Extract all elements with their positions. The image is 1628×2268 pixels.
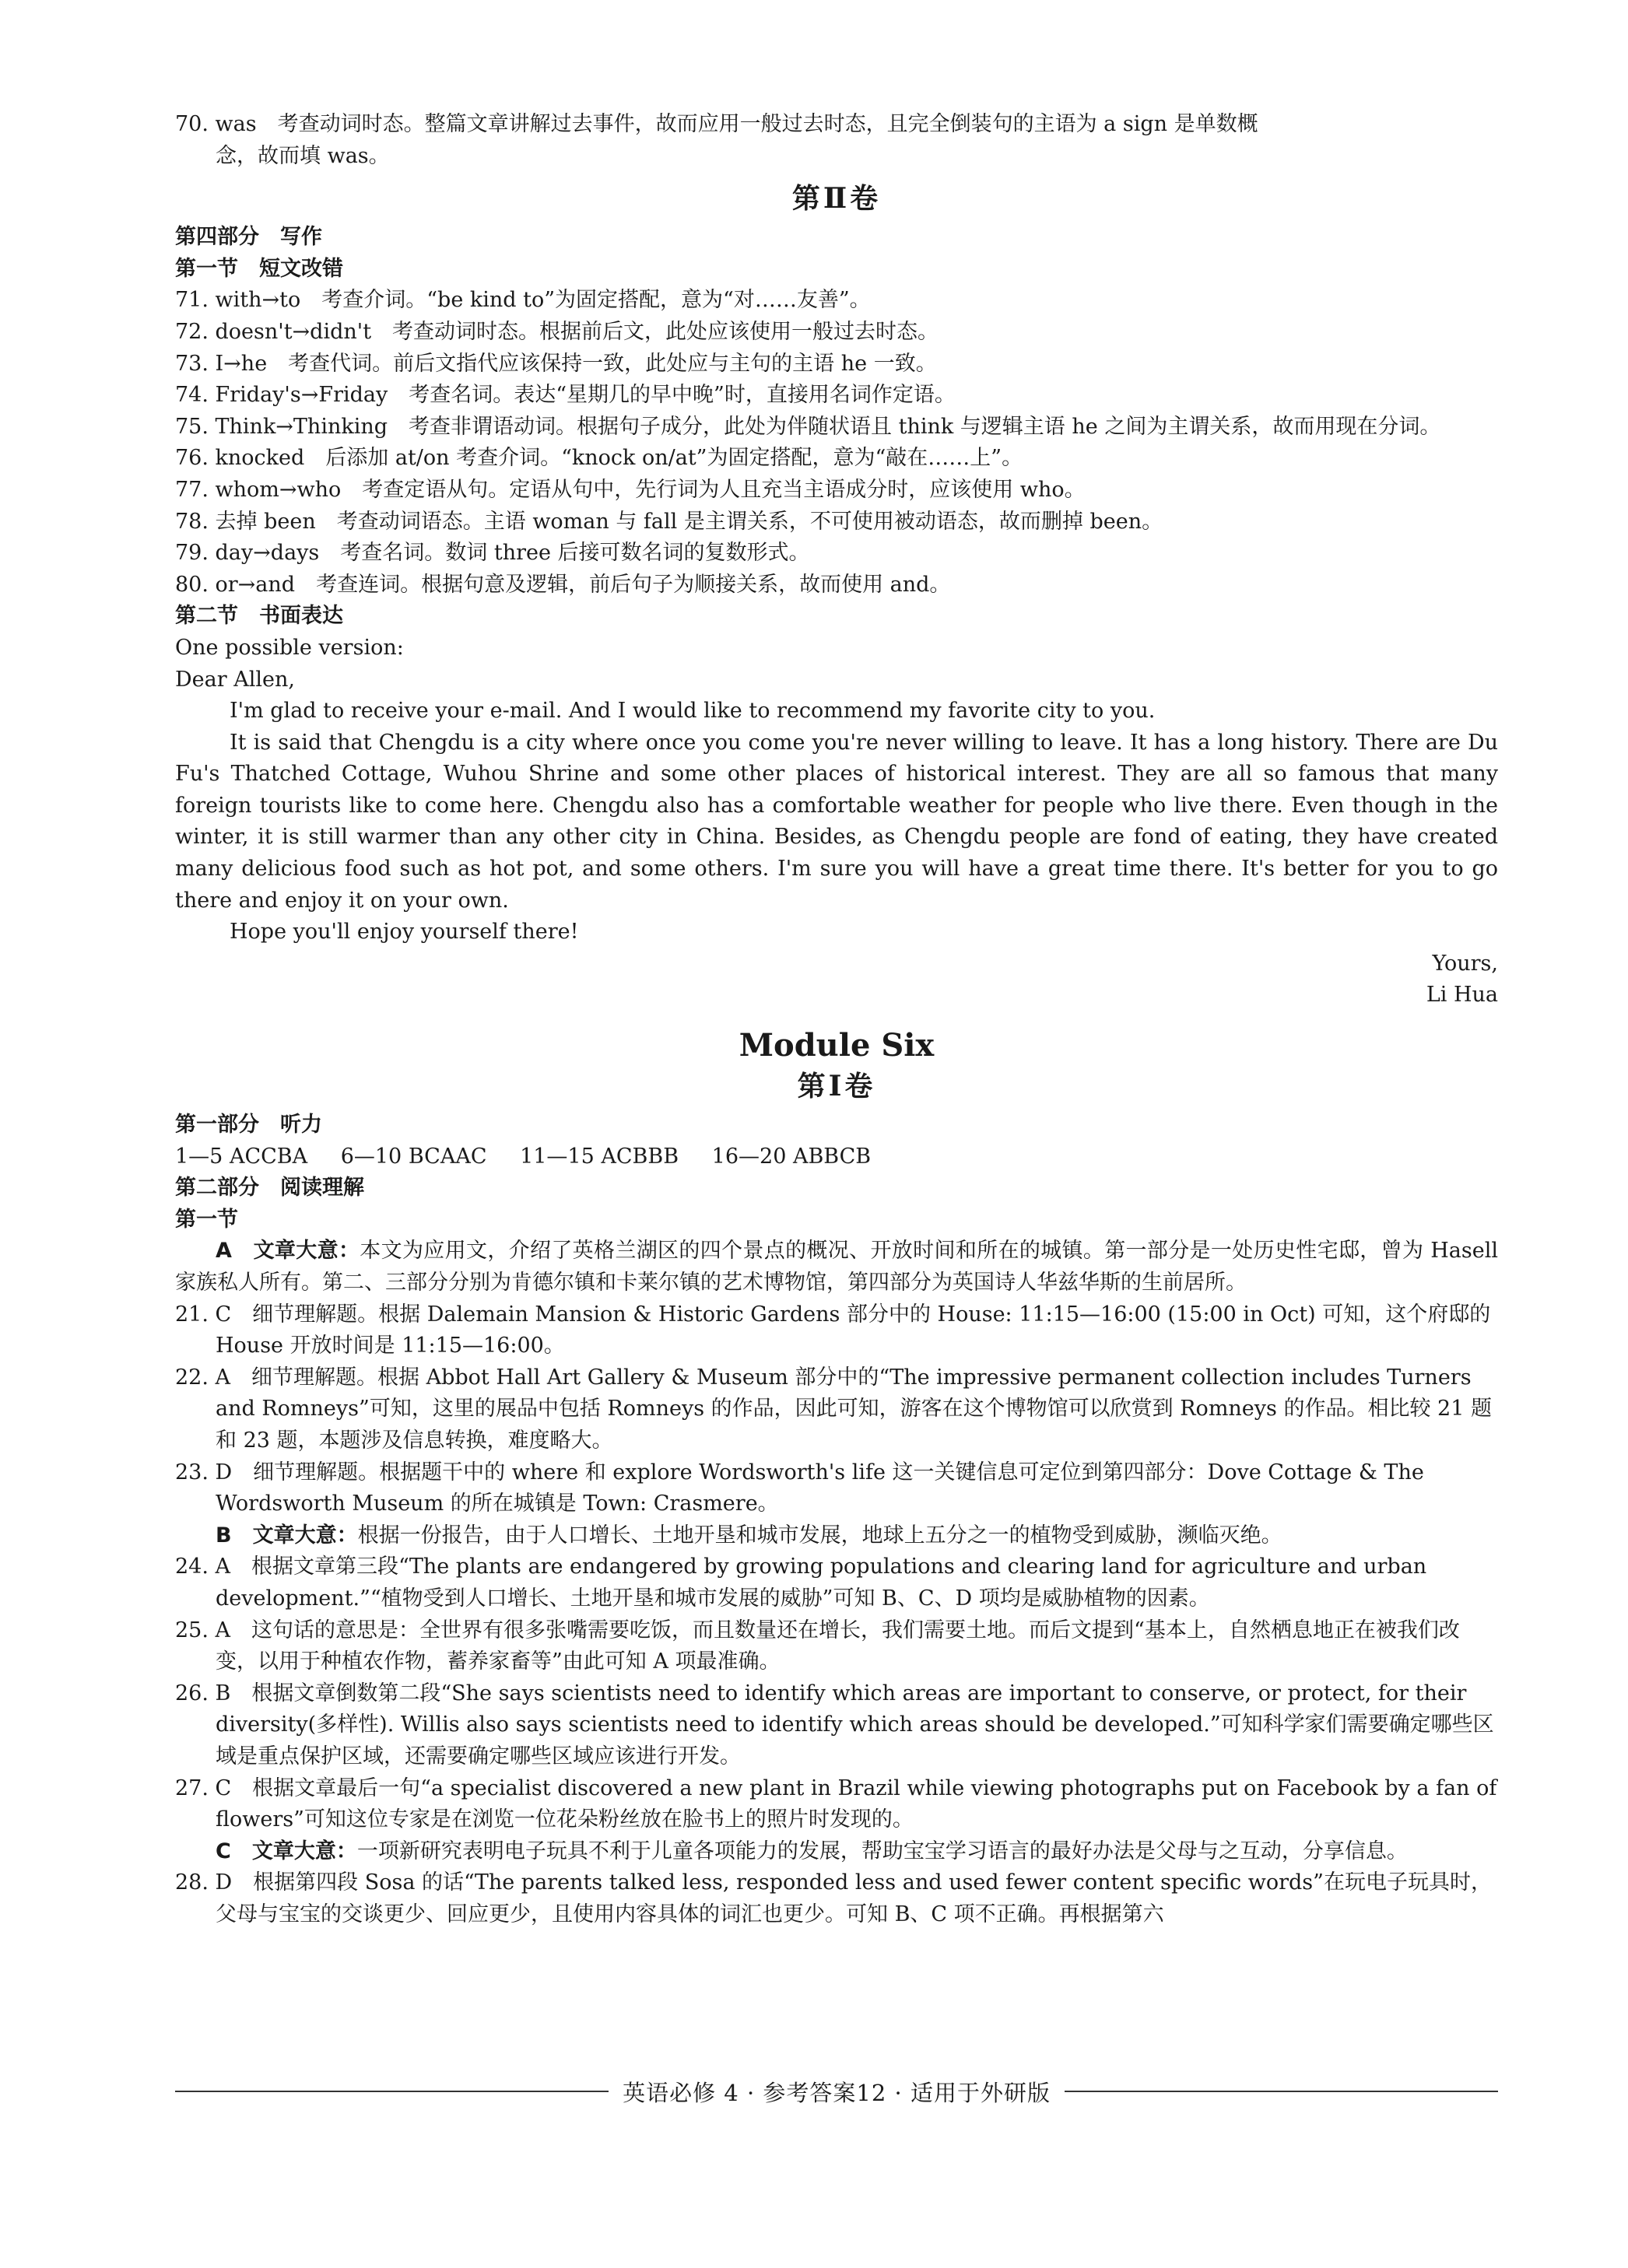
letter-paragraph-3: Hope you'll enjoy yourself there! <box>230 920 579 945</box>
letter-salutation: Dear Allen, <box>175 667 295 692</box>
correction-item: 77. whom→who 考查定语从句。定语从句中，先行词为人且充当主语成分时，应该使用 who。 <box>175 477 1086 502</box>
question-26: 26. B 根据文章倒数第二段“She says scientists need to identify which areas are important to conserve, or protect, for their diversity(多样性). Willis also says scientists need to identify which areas should be developed.”可知科学家们需要确定哪些区域是重点保护区域，还需要确定哪些区域应该进行开发。 <box>175 1681 1494 1768</box>
volume-1-title: 第Ⅰ卷 <box>797 1070 876 1103</box>
section-2-heading: 第二节 书面表达 <box>175 604 343 629</box>
question-24: 24. A 根据文章第三段“The plants are endangered by growing populations and clearing land for agriculture and urban development.”“植物受到人口增长、土地开垦和城市发展的威胁”可知 B、C、D 项均是威胁植物的因素。 <box>175 1555 1427 1611</box>
item-70 <box>175 109 1498 172</box>
footer-rule-left <box>175 2091 609 2092</box>
letter-signature: Li Hua <box>1426 983 1498 1008</box>
section-1-heading: 第一节 短文改错 <box>175 256 343 281</box>
correction-item: 80. or→and 考查连词。根据句意及逻辑，前后句子为顺接关系，故而使用 and。 <box>175 572 951 597</box>
version-label: One possible version: <box>175 635 404 660</box>
passage-b-summary <box>175 1520 1498 1552</box>
volume-2-title: 第Ⅱ卷 <box>791 182 882 216</box>
correction-item: 74. Friday's→Friday 考查名词。表达“星期几的早中晚”时，直接用名词作定语。 <box>175 383 956 408</box>
passage-c-text: 一项新研究表明电子玩具不利于儿童各项能力的发展，帮助宝宝学习语言的最好办法是父母与之互动，分享信息。 <box>356 1839 1408 1863</box>
module-title: Module Six <box>739 1027 935 1064</box>
listening-heading: 第一部分 听力 <box>175 1113 322 1138</box>
passage-b-text: 根据一份报告，由于人口增长、土地开垦和城市发展，地球上五分之一的植物受到威胁，濒临灭绝。 <box>357 1523 1282 1548</box>
correction-item: 75. Think→Thinking 考查非谓语动词。根据句子成分，此处为伴随状语且 think 与逻辑主语 he 之间为主谓关系，故而用现在分词。 <box>175 414 1441 439</box>
passage-a-text: 本文为应用文，介绍了英格兰湖区的四个景点的概况、开放时间和所在的城镇。第一部分是一处历史性宅邸，曾为 Hasell 家族私人所有。第二、三部分分别为肯德尔镇和卡莱尔镇的艺术博物馆，第四部分为英国诗人华兹华斯的生前居所。 <box>175 1239 1498 1295</box>
reading-heading: 第二部分 阅读理解 <box>175 1176 364 1201</box>
passage-a-label: A 文章大意： <box>216 1239 360 1264</box>
correction-item: 72. doesn't→didn't 考查动词时态。根据前后文，此处应该使用一般过去时态。 <box>175 319 939 344</box>
passage-c-label: C 文章大意： <box>216 1839 357 1863</box>
passage-c-summary <box>175 1836 1498 1868</box>
item-70-line1: 70. was 考查动词时态。整篇文章讲解过去事件，故而应用一般过去时态，且完全倒装句的主语为 a sign 是单数概 <box>175 112 1258 136</box>
passage-a-summary <box>175 1236 1498 1299</box>
question-27: 27. C 根据文章最后一句“a specialist discovered a new plant in Brazil while viewing photographs put on Facebook by a fan of flowers”可知这位专家是在浏览一位花朵粉丝放在脸书上的照片时发现的。 <box>175 1775 1497 1832</box>
footer-rule-right <box>1065 2091 1498 2092</box>
correction-item: 76. knocked 后添加 at/on 考查介词。“knock on/at”为固定搭配，意为“敲在……上”。 <box>175 446 1023 471</box>
letter-paragraph-1: I'm glad to receive your e-mail. And I would like to recommend my favorite city to you. <box>230 699 1156 724</box>
answer-group: 11—15 ACBBB <box>520 1144 679 1169</box>
part-4-heading: 第四部分 写作 <box>175 225 322 250</box>
question-28: 28. D 根据第四段 Sosa 的话“The parents talked less, responded less and used fewer content specific words”在玩电子玩具时，父母与宝宝的交谈更少、回应更少，且使用内容具体的词汇也更少。可知 B、C 项不正确。再根据第六 <box>175 1870 1492 1926</box>
question-22: 22. A 细节理解题。根据 Abbot Hall Art Gallery & Museum 部分中的“The impressive permanent collection includes Turners and Romneys”可知，这里的展品中包括 Romneys 的作品，因此可知，游客在这个博物馆可以欣赏到 Romneys 的作品。相比较 21 题和 23 题，本题涉及信息转换，难度略大。 <box>175 1365 1492 1453</box>
correction-item: 79. day→days 考查名词。数词 three 后接可数名词的复数形式。 <box>175 541 810 566</box>
answer-group: 1—5 ACCBA <box>175 1144 308 1169</box>
reading-section-1: 第一节 <box>175 1207 238 1232</box>
question-25: 25. A 这句话的意思是：全世界有很多张嘴需要吃饭，而且数量还在增长，我们需要土地。而后文提到“基本上，自然栖息地正在被我们改变，以用于种植农作物，蓄养家畜等”由此可知 A 项最准确。 <box>175 1618 1460 1674</box>
question-21: 21. C 细节理解题。根据 Dalemain Mansion & Historic Gardens 部分中的 House: 11:15—16:00 (15:00 in Oct) 可知，这个府邸的 House 开放时间是 11:15—16:00。 <box>175 1302 1491 1358</box>
footer-text: 英语必修 4 · 参考答案12 · 适用于外研版 <box>623 2079 1051 2106</box>
listening-answers <box>175 1141 1498 1173</box>
letter-closing: Yours, <box>1432 951 1498 976</box>
question-23: 23. D 细节理解题。根据题干中的 where 和 explore Wordsworth's life 这一关键信息可定位到第四部分：Dove Cottage & The Wordsworth Museum 的所在城镇是 Town: Crasmere。 <box>175 1460 1424 1516</box>
answer-key-page <box>175 109 1498 1930</box>
answer-group: 16—20 ABBCB <box>711 1144 872 1169</box>
passage-b-label: B 文章大意： <box>216 1523 358 1548</box>
correction-item: 73. I→he 考查代词。前后文指代应该保持一致，此处应与主句的主语 he 一致。 <box>175 351 937 376</box>
item-70-line2: 念，故而填 was。 <box>216 143 390 168</box>
letter-paragraph-2: It is said that Chengdu is a city where once you come you're never willing to leave. It has a long history. There are Du Fu's Thatched Cottage, Wuhou Shrine and some other places of historical interest. They are all so famous that many foreign tourists like to come here. Chengdu also has a comfortable weather for people who live there. Even though in the winter, it is still warmer than any other city in China. Besides, as Chengdu people are fond of eating, they have created many delicious food such as hot pot, and some others. I'm sure you will have a great time there. It's better for you to go there and enjoy it on your own. <box>175 730 1498 913</box>
sample-letter <box>175 633 1498 1011</box>
answer-group: 6—10 BCAAC <box>340 1144 487 1169</box>
page-footer <box>175 2076 1498 2107</box>
correction-item: 78. 去掉 been 考查动词语态。主语 woman 与 fall 是主谓关系，不可使用被动语态，故而删掉 been。 <box>175 509 1163 534</box>
correction-item: 71. with→to 考查介词。“be kind to”为固定搭配，意为“对……友善”。 <box>175 288 871 313</box>
